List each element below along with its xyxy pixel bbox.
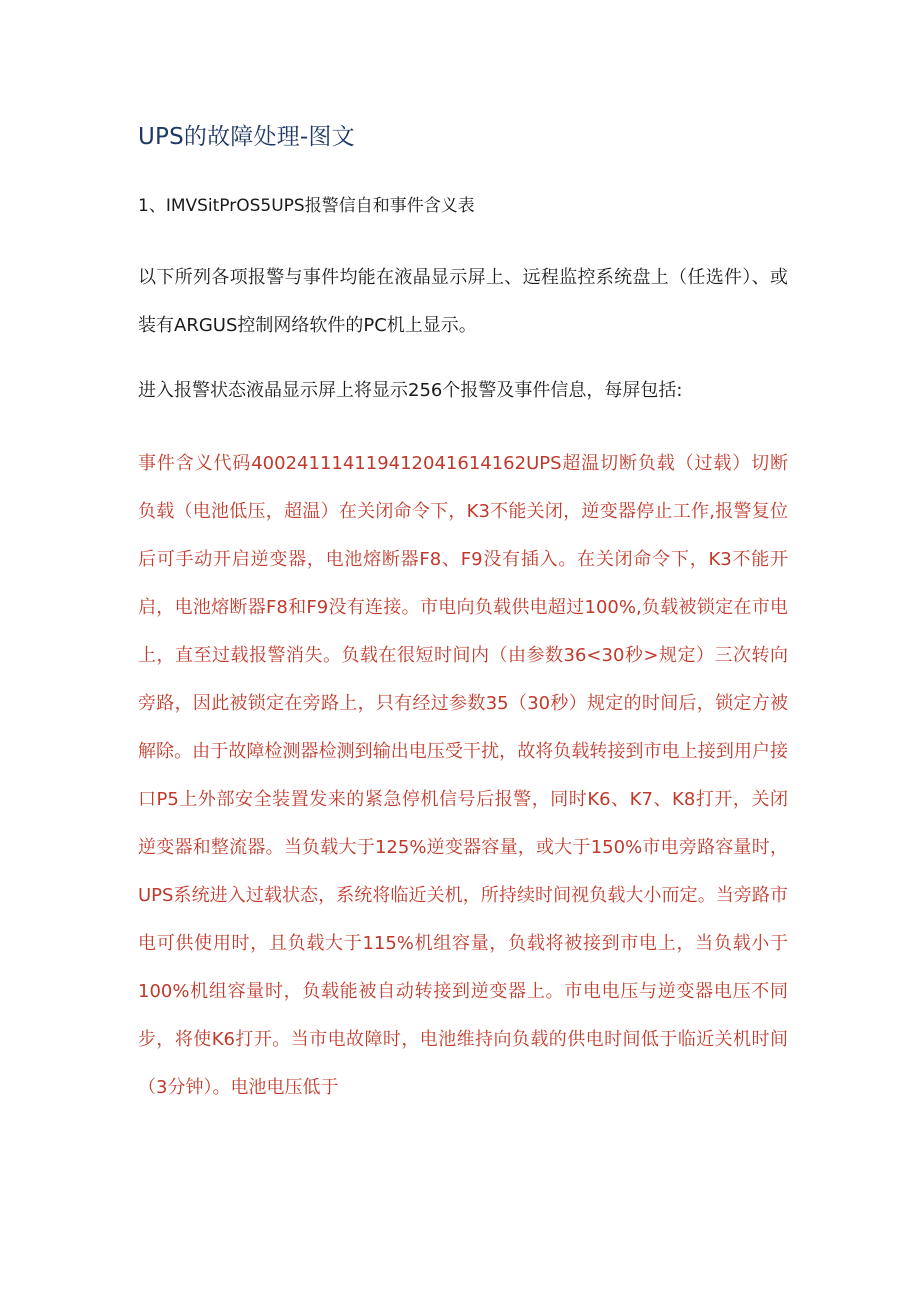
alarm-screen-paragraph: 进入报警状态液晶显示屏上将显示256个报警及事件信息，每屏包括: [138, 380, 683, 401]
intro-paragraph: 以下所列各项报警与事件均能在液晶显示屏上、远程监控系统盘上（任选件）、或装有ARGUS控制网络软件的PC机上显示。 [138, 267, 788, 336]
section-heading: 1、IMVSitPrOS5UPS报警信自和事件含义表 [138, 196, 475, 216]
event-meaning-paragraph: 事件含义代码4002411141194120416141​62UPS超温切断负载（过载）切断负载（电池低压，超温）在关闭命令下，K3不能关闭，逆变器停止工作,报警复位后可手动开启逆变器，电池熔断器F8、F9没有插入。在关闭命令下，K3不能开启，电池熔断器F8和F9没有连接。市电向负载供电超过100%,负载被锁定在市电上，直至过载报警消失。负载在很短时间内（由参数36<30秒>规定）三次转向旁路，因此被锁定在旁路上，只有经过参数35（30秒）规定的时间后，锁定方被解除。由于故障检测器检测到输出电压受干扰，故将负载转接到市电上接到用户接口P5上外部安全装置发来的紧急停机信号后报警，同时K6、K7、K8打开，关闭逆变器和整流器。当负载大于125%逆变器容量，或大于150%市电旁路容量时，UPS系统进入过载状态，系统将临近关机，所持续时间视负载大小而定。当旁路市电可供使用时，且负载大于115%机组容量，负载将被接到市电上，当负载小于100%机组容量时，负载能被自动转接到逆变器上。市电电压与逆变器电压不同步，将使K6打开。当市电故障时，电池维持向负载的供电时间低于临近关机时间（3分钟）。电池电压低于 [138, 453, 788, 1098]
document-title: UPS的故障处理-图文 [138, 124, 355, 150]
